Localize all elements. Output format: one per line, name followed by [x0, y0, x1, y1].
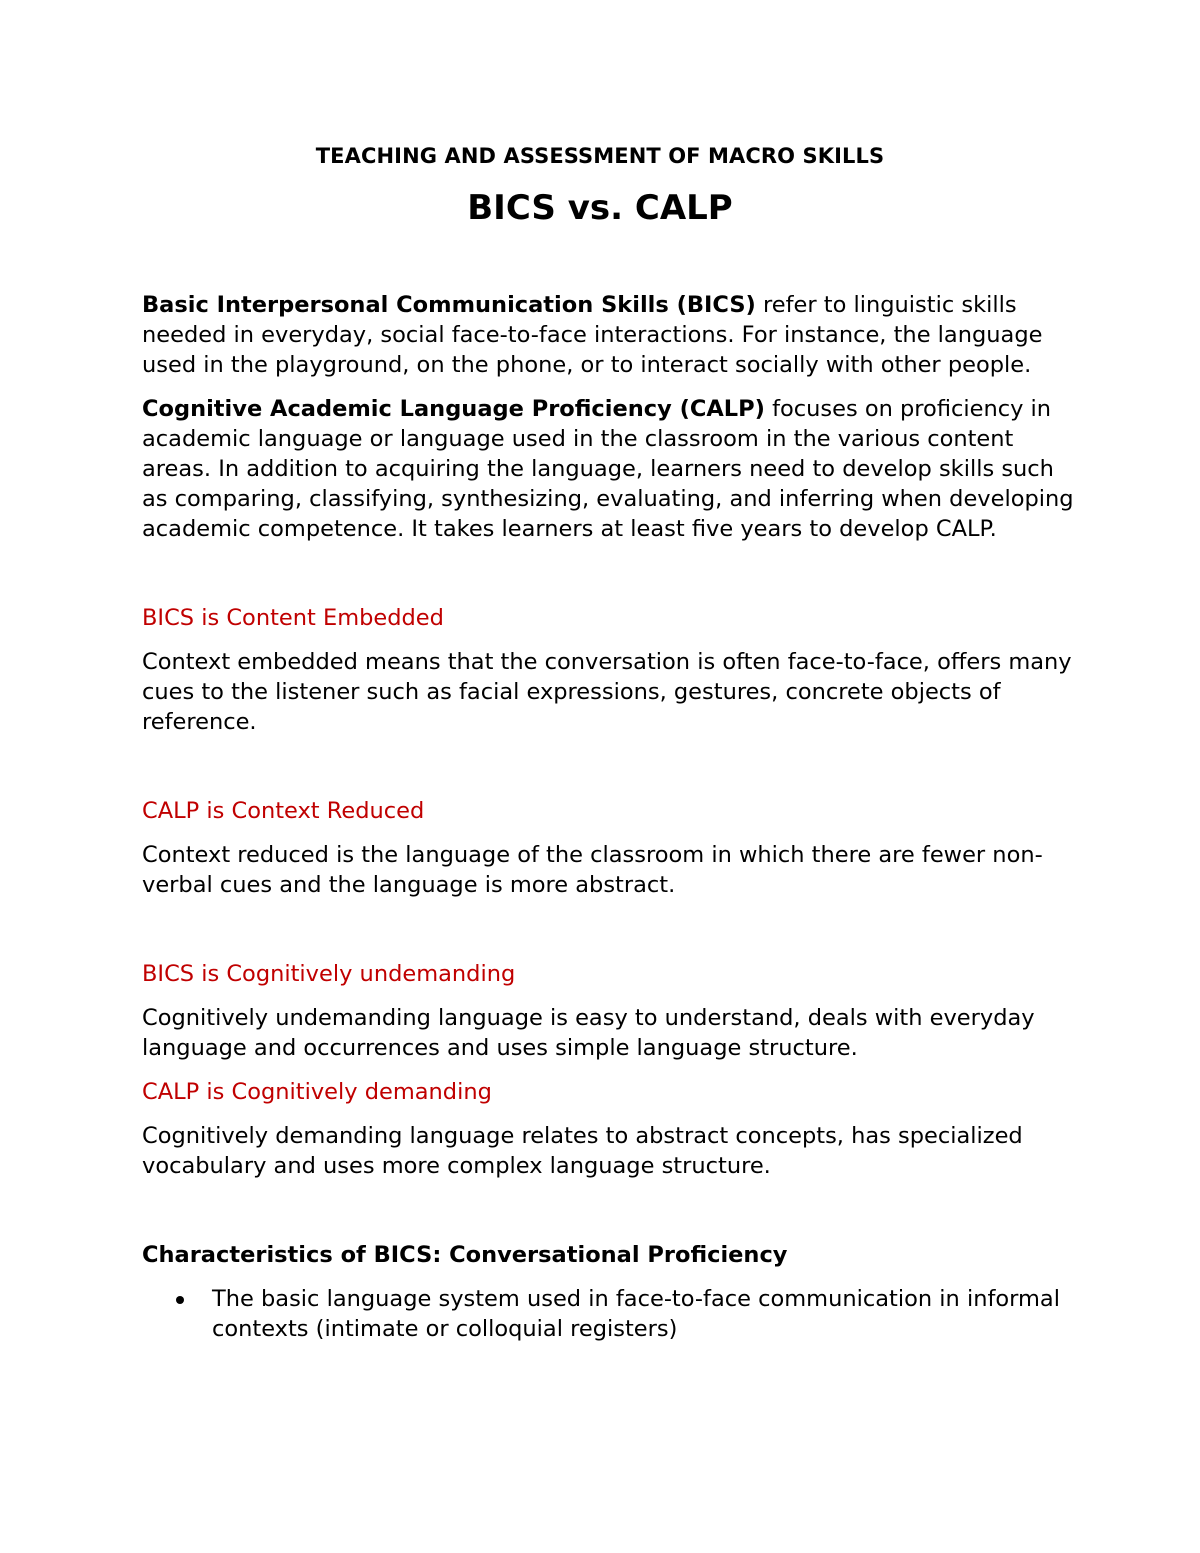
calp-term: Cognitive Academic Language Proficiency (CALP): [142, 396, 765, 422]
document-kicker: TEACHING AND ASSESSMENT OF MACRO SKILLS: [315, 144, 885, 168]
list-item-text: The basic language system used in face-to-face communication in informal contexts (intimate or colloquial registers): [212, 1286, 1060, 1342]
section-text-bics-cognitive: Cognitively undemanding language is easy to understand, deals with everyday language and occurrences and uses simple language structure.: [142, 1005, 1035, 1061]
document-body: [142, 290, 1077, 1344]
section-text-calp-context: Context reduced is the language of the classroom in which there are fewer non-verbal cues and the language is more abstract.: [142, 842, 1043, 898]
section-heading-calp-context: CALP is Context Reduced: [142, 798, 425, 824]
characteristics-heading: Characteristics of BICS: Conversational Proficiency: [142, 1242, 788, 1268]
calp-definition-text: focuses on proficiency in academic language or language used in the classroom in the various content areas. In addition to acquiring the language, learners need to develop skills such as comparing, classifying, synthesizing, evaluating, and inferring when developing academic competence. It takes learners at least five years to develop CALP.: [142, 396, 1074, 542]
list-item: [142, 1284, 1077, 1344]
calp-definition-paragraph: [142, 394, 1077, 544]
bullet-icon: [176, 1296, 184, 1304]
characteristics-list: [142, 1284, 1077, 1344]
section-text-bics-context: Context embedded means that the conversation is often face-to-face, offers many cues to the listener such as facial expressions, gestures, concrete objects of reference.: [142, 649, 1072, 735]
section-heading-bics-cognitive: BICS is Cognitively undemanding: [142, 961, 516, 987]
section-heading-bics-context: BICS is Content Embedded: [142, 605, 444, 631]
bics-definition-paragraph: [142, 290, 1077, 380]
section-heading-calp-cognitive: CALP is Cognitively demanding: [142, 1079, 492, 1105]
bics-definition-text: refer to linguistic skills needed in everyday, social face-to-face interactions. For instance, the language used in the playground, on the phone, or to interact socially with other people.: [142, 292, 1043, 378]
section-text-calp-cognitive: Cognitively demanding language relates to abstract concepts, has specialized vocabulary and uses more complex language structure.: [142, 1123, 1023, 1179]
bics-term: Basic Interpersonal Communication Skills (BICS): [142, 292, 756, 318]
document-title: BICS vs. CALP: [467, 188, 733, 228]
